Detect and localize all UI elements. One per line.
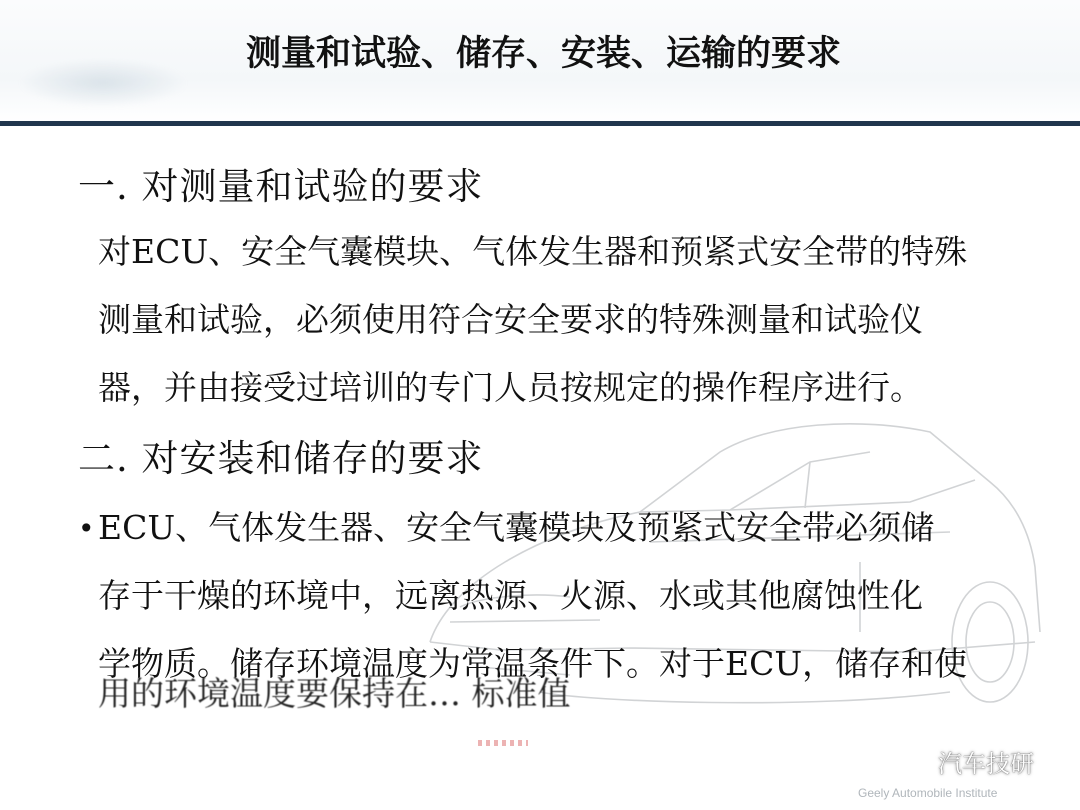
slide-title: 测量和试验、储存、安装、运输的要求 — [246, 34, 842, 74]
paragraph-line: 存于干燥的环境中，远离热源、火源、水或其他腐蚀性化 — [98, 576, 923, 615]
footer-institute-text: Geely Automobile Institute — [858, 786, 998, 800]
section-1-paragraph — [98, 218, 967, 422]
slide-header — [0, 0, 1080, 122]
truncated-line — [98, 674, 608, 713]
paragraph-line: 器，并由接受过培训的专门人员按规定的操作程序进行。 — [98, 368, 923, 407]
paragraph-line: 学物质。储存环境温度为常温条件下。对于ECU，储存和使 — [98, 644, 968, 683]
section-heading-2: 二. 对安装和储存的要求 — [78, 437, 484, 480]
decorative-dots — [478, 740, 528, 746]
truncated-line-text: 用的环境温度要保持在… 标准值 — [98, 674, 571, 713]
faded-logo — [18, 58, 188, 108]
paragraph-line: 对ECU、安全气囊模块、气体发生器和预紧式安全带的特殊 — [98, 232, 968, 271]
section-2-paragraph — [98, 494, 967, 698]
header-divider — [0, 121, 1080, 126]
paragraph-line: ECU、气体发生器、安全气囊模块及预紧式安全带必须储 — [98, 508, 935, 547]
section-heading-1: 一. 对测量和试验的要求 — [78, 165, 484, 208]
paragraph-line: 测量和试验，必须使用符合安全要求的特殊测量和试验仪 — [98, 300, 923, 339]
wechat-watermark — [898, 744, 1034, 779]
watermark-text: 汽车技研 — [938, 750, 1034, 778]
bullet-marker: • — [78, 512, 95, 545]
wechat-icon — [898, 747, 932, 777]
